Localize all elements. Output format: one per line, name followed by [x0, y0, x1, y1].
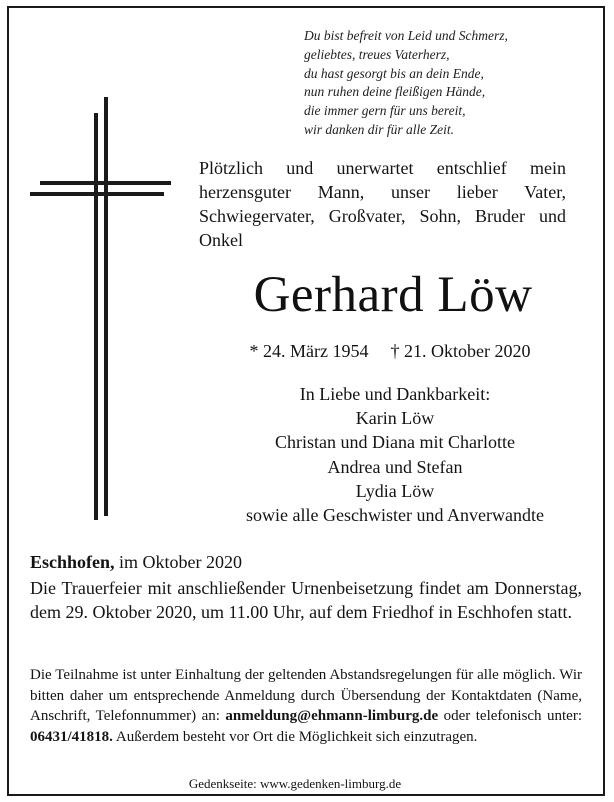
survivor-entry: Lydia Löw — [355, 480, 435, 501]
death-date: † 21. Oktober 2020 — [390, 341, 531, 361]
deceased-name: Gerhard Löw — [253, 267, 533, 323]
poem-line: wir danken dir für alle Zeit. — [304, 121, 454, 137]
poem-line: geliebtes, treues Vaterherz, — [304, 46, 450, 62]
memorial-poem — [304, 27, 604, 140]
notice-text: Die Teilnahme ist unter Einhaltung der geltenden Abstandsregelungen für alle möglich. Wir bitten daher um entsprechende Anmeldung durch Übersendung der Kontaktdaten (Name, Anschrift, Telefonnummer) an: — [30, 667, 582, 724]
poem-line: du hast gesorgt bis an dein Ende, — [304, 65, 484, 81]
notice-text-phone-intro: oder telefonisch unter: — [443, 708, 583, 724]
attendance-notice — [30, 665, 582, 747]
survivors-list — [195, 382, 595, 527]
survivor-entry: Andrea und Stefan — [327, 456, 463, 477]
survivor-entry: Karin Löw — [355, 408, 435, 429]
place-date: im Oktober 2020 — [119, 552, 243, 572]
poem-line: nun ruhen deine fleißigen Hände, — [304, 84, 486, 100]
life-dates — [190, 339, 590, 363]
funeral-details: Die Trauerfeier mit anschließender Urnenbeisetzung findet am Donnerstag, dem 29. Oktober 2020, um 11.00 Uhr, auf dem Friedhof in Eschhofen statt. — [30, 578, 582, 622]
registration-email: anmeldung@ehmann-limburg.de — [225, 708, 439, 724]
poem-line: Du bist befreit von Leid und Schmerz, — [304, 28, 508, 43]
birth-date: * 24. März 1954 — [249, 341, 369, 361]
poem-line: die immer gern für uns bereit, — [304, 103, 466, 119]
place-date-line — [30, 550, 242, 574]
cross-icon — [26, 97, 176, 522]
memorial-page-link: Gedenkseite: www.gedenken-limburg.de — [188, 776, 402, 791]
notice-text-onsite: Außerdem besteht vor Ort die Möglichkeit sich einzutragen. — [115, 728, 478, 745]
survivor-entry: Christan und Diana mit Charlotte — [275, 432, 515, 453]
survivors-heading: In Liebe und Dankbarkeit: — [299, 384, 491, 404]
death-announcement-text: Plötzlich und unerwartet entschlief mein herzensguter Mann, unser lieber Vater, Schwiegervater, Großvater, Sohn, Bruder und Onkel — [199, 158, 566, 250]
registration-phone: 06431/41818. — [30, 728, 113, 745]
survivor-entry: sowie alle Geschwister und Anverwandte — [246, 505, 544, 526]
place-town: Eschhofen, — [30, 552, 115, 572]
